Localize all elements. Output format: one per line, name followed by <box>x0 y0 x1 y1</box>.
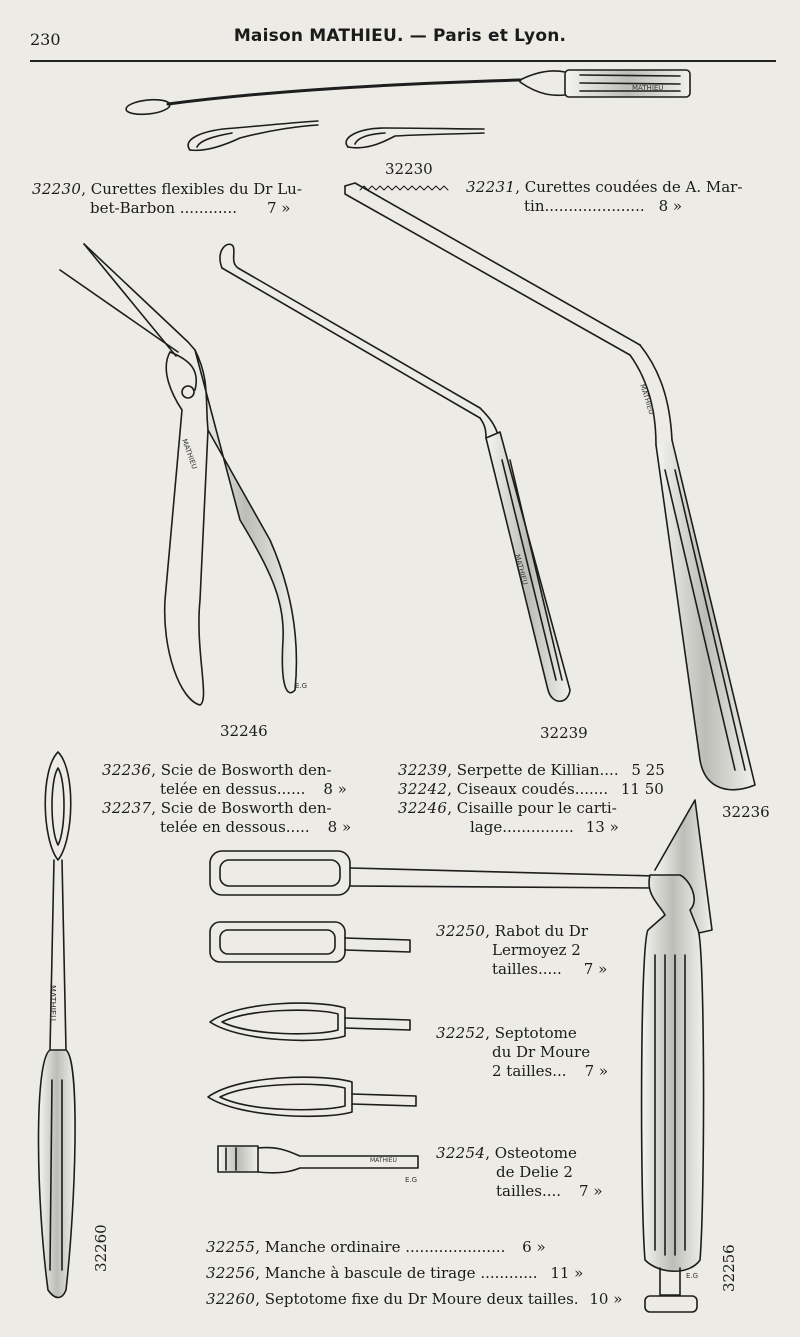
catalog-description: Septotome <box>494 1024 577 1042</box>
catalog-price: 7 » <box>579 1182 603 1200</box>
catalog-entry-32246: 32246, Cisaille pour le carti- lage............... 13 » <box>398 799 619 836</box>
catalog-ref: 32239 <box>398 761 448 779</box>
catalog-description: de Delie 2 <box>496 1163 573 1181</box>
catalog-ref: 32237 <box>102 799 152 817</box>
catalog-entry-32242: 32242, Ciseaux coudés....... 11 50 <box>398 780 664 798</box>
catalog-entry-32230: 32230, Curettes flexibles du Dr Lu- bet-Barbon ............ 7 » <box>32 180 302 217</box>
catalog-description: 2 tailles... <box>492 1062 567 1080</box>
catalog-description: tailles.... <box>496 1182 562 1200</box>
catalog-description: bet-Barbon ............ <box>90 199 237 217</box>
curette-32230-long-illustration <box>125 70 690 116</box>
catalog-description: lage............... <box>470 818 574 836</box>
catalog-ref: 32256 <box>206 1264 256 1282</box>
catalog-price: 10 » <box>589 1290 623 1308</box>
engraved-inscription: MATHIEU <box>370 1157 397 1164</box>
catalog-entry-32256: 32256, Manche à bascule de tirage ............ 11 » <box>206 1264 584 1282</box>
catalog-price: 7 » <box>267 199 291 217</box>
engraver-mark: E.G <box>686 1272 699 1280</box>
catalog-description: telée en dessous..... <box>160 818 310 836</box>
page-number: 230 <box>30 30 61 49</box>
figure-label-32246: 32246 <box>220 722 268 740</box>
catalog-price: 7 » <box>584 1062 609 1080</box>
catalog-ref: 32231 <box>466 178 516 196</box>
catalog-price: 7 » <box>583 960 608 978</box>
engraved-inscription: MATHIEU <box>48 985 57 1021</box>
catalog-entry-32252: 32252, Septotome du Dr Moure 2 tailles... 7 » <box>436 1024 609 1080</box>
figure-label-32230: 32230 <box>385 160 433 178</box>
catalog-description: Manche ordinaire ..................... <box>264 1238 506 1256</box>
engraved-inscription: MATHIEU <box>638 383 656 416</box>
catalog-ref: 32242 <box>398 780 448 798</box>
catalog-description: Curettes coudées de A. Mar- <box>524 178 743 196</box>
figure-label-32239: 32239 <box>540 724 588 742</box>
engraved-inscription: MATHIEU <box>632 84 664 92</box>
catalog-description: Lermoyez 2 <box>492 941 581 959</box>
catalog-entry-32236: 32236, Scie de Bosworth den- telée en dessus...... 8 » <box>102 761 347 798</box>
catalog-price: 5 25 <box>631 761 665 779</box>
catalog-entry-32255: 32255, Manche ordinaire ..................... 6 » <box>206 1238 546 1256</box>
catalog-ref: 32236 <box>102 761 152 779</box>
catalog-ref: 32254 <box>436 1144 486 1162</box>
catalog-description: Ciseaux coudés....... <box>456 780 609 798</box>
catalog-price: 11 50 <box>620 780 664 798</box>
catalog-description: Osteotome <box>494 1144 577 1162</box>
catalog-entry-32239: 32239, Serpette de Killian.... 5 25 <box>398 761 665 779</box>
catalog-entry-32254: 32254, Osteotome de Delie 2 tailles.... 7 » <box>436 1144 603 1200</box>
catalog-entry-32260: 32260, Septotome fixe du Dr Moure deux tailles. 10 » <box>206 1290 623 1308</box>
catalog-description: telée en dessus...... <box>160 780 306 798</box>
catalog-entry-32231: 32231, Curettes coudées de A. Mar- tin..................... 8 » <box>466 178 743 215</box>
figure-label-32236: 32236 <box>722 803 770 821</box>
engraver-mark: E.G <box>295 682 308 690</box>
catalog-description: Scie de Bosworth den- <box>160 761 332 779</box>
catalog-price: 8 » <box>323 780 347 798</box>
catalog-ref: 32252 <box>436 1024 486 1042</box>
catalog-description: tailles..... <box>492 960 562 978</box>
knife-32239-illustration <box>220 244 570 701</box>
catalog-entry-32237: 32237, Scie de Bosworth den- telée en dessous..... 8 » <box>102 799 352 836</box>
septotome-32252-blade-2-illustration <box>208 1077 416 1116</box>
catalog-ref: 32255 <box>206 1238 256 1256</box>
engraver-mark: E.G <box>405 1176 418 1184</box>
septotome-32252-blade-1-illustration <box>210 1003 410 1040</box>
engraved-inscription: MATHIEU <box>180 437 199 471</box>
catalog-description: Scie de Bosworth den- <box>160 799 332 817</box>
rabot-32250-blade-2-illustration <box>210 922 410 962</box>
catalog-price: 8 » <box>327 818 352 836</box>
catalog-entry-32250: 32250, Rabot du Dr Lermoyez 2 tailles..... 7 » <box>436 922 608 978</box>
figure-label-32260: 32260 <box>92 1224 110 1272</box>
catalog-description: du Dr Moure <box>492 1043 591 1061</box>
catalog-ref: 32246 <box>398 799 448 817</box>
catalog-description: tin..................... <box>524 197 645 215</box>
catalog-ref: 32250 <box>436 922 486 940</box>
catalog-description: Manche à bascule de tirage ............ <box>264 1264 538 1282</box>
engraved-inscription: MATHIEU <box>513 553 529 586</box>
catalog-description: Curettes flexibles du Dr Lu- <box>90 180 302 198</box>
saw-32236-illustration <box>345 183 755 790</box>
catalog-description: Cisaille pour le carti- <box>456 799 617 817</box>
curette-32230-tip-2-illustration <box>346 128 484 148</box>
shears-32246-illustration <box>60 244 296 705</box>
catalog-price: 8 » <box>658 197 683 215</box>
catalog-ref: 32230 <box>32 180 82 198</box>
catalog-price: 6 » <box>522 1238 546 1256</box>
catalog-price: 13 » <box>585 818 619 836</box>
catalog-ref: 32260 <box>206 1290 256 1308</box>
septotome-32260-illustration <box>39 752 76 1298</box>
figure-label-32256: 32256 <box>720 1244 738 1292</box>
catalog-description: Rabot du Dr <box>494 922 589 940</box>
catalog-description: Serpette de Killian.... <box>456 761 619 779</box>
page-title: Maison MATHIEU. — Paris et Lyon. <box>233 26 567 46</box>
catalog-description: Septotome fixe du Dr Moure deux tailles. <box>264 1290 579 1308</box>
catalog-price: 11 » <box>550 1264 584 1282</box>
curette-32230-tip-1-illustration <box>188 121 318 150</box>
